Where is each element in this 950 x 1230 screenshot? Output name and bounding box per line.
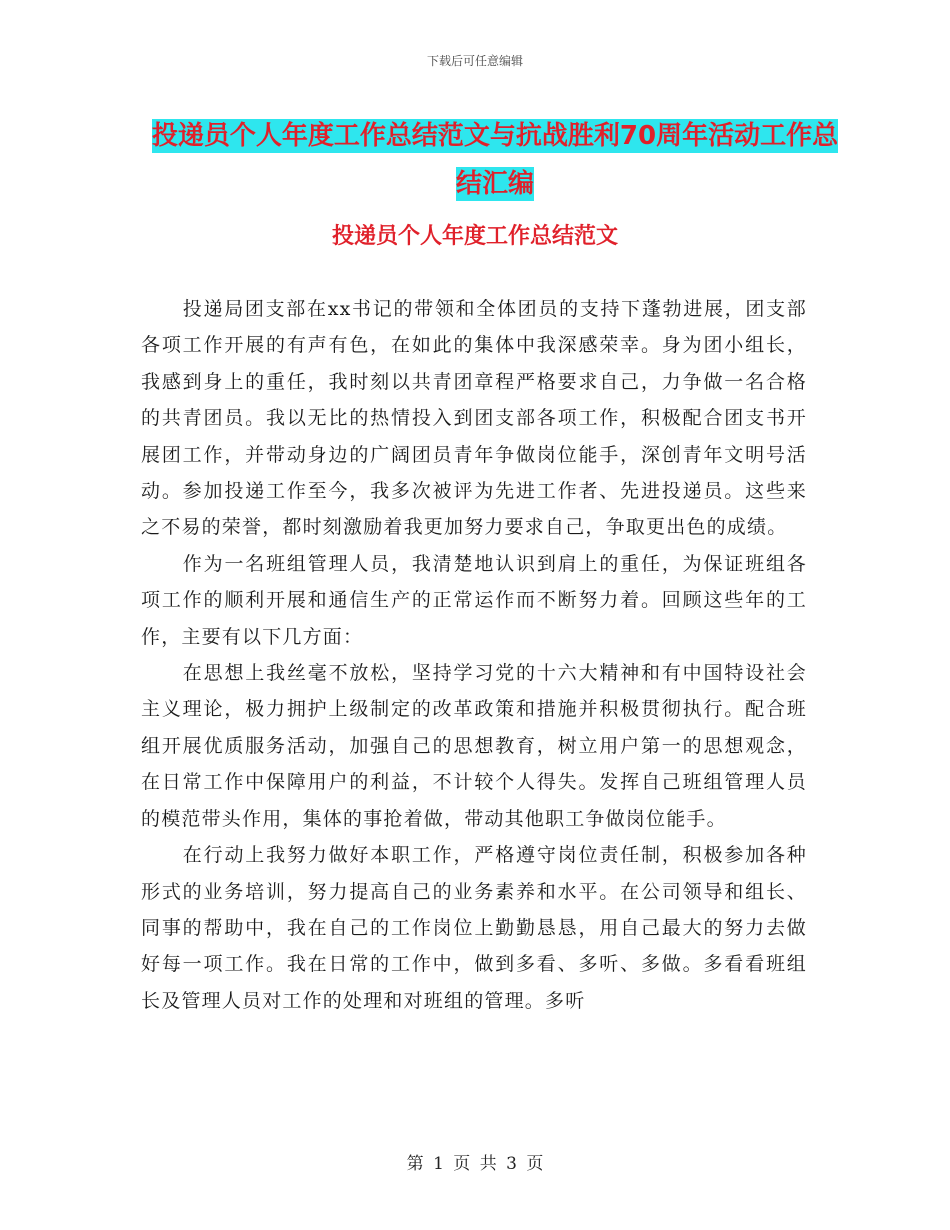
body-paragraph-3: 在思想上我丝毫不放松，坚持学习党的十六大精神和有中国特设社会主义理论，极力拥护上级制定的改革政策和措施并积极贯彻执行。配合班组开展优质服务活动，加强自己的思想教育，树立用户第一的思想观念，在日常工作中保障用户的利益，不计较个人得失。发挥自己班组管理人员的模范带头作用，集体的事抢着做，带动其他职工争做岗位能手。: [141, 662, 807, 830]
page-number: 第 1 页 共 3 页: [406, 1154, 544, 1174]
document-title-text: 投递员个人年度工作总结范文与抗战胜利70周年活动工作总结汇编: [151, 121, 839, 199]
body-paragraph-4: 在行动上我努力做好本职工作，严格遵守岗位责任制，积极参加各种形式的业务培训，努力提高自己的业务素养和水平。在公司领导和组长、同事的帮助中，我在自己的工作岗位上勤勤恳恳，用自己最大的努力去做好每一项工作。我在日常的工作中，做到多看、多听、多做。多看看班组长及管理人员对工作的处理和对班组的管理。多听: [141, 844, 807, 1012]
body-paragraph-1: 投递局团支部在xx书记的带领和全体团员的支持下蓬勃进展，团支部各项工作开展的有声有色，在如此的集体中我深感荣幸。身为团小组长，我感到身上的重任，我时刻以共青团章程严格要求自己，力争做一名合格的共青团员。我以无比的热情投入到团支部各项工作，积极配合团支书开展团工作，并带动身边的广阔团员青年争做岗位能手，深创青年文明号活动。参加投递工作至今，我多次被评为先进工作者、先进投递员。这些来之不易的荣誉，都时刻激励着我更加努力要求自己，争取更出色的成绩。: [141, 298, 807, 539]
document-title: [140, 112, 850, 208]
page-footer: [0, 1153, 950, 1175]
body-paragraph-2: 作为一名班组管理人员，我清楚地认识到肩上的重任，为保证班组各项工作的顺利开展和通信生产的正常运作而不断努力着。回顾这些年的工作，主要有以下几方面：: [141, 552, 807, 648]
header-note: 下载后可任意编辑: [426, 54, 523, 68]
section-title: 投递员个人年度工作总结范文: [331, 224, 618, 249]
document-body: [141, 291, 807, 1019]
page-header: [0, 53, 950, 69]
